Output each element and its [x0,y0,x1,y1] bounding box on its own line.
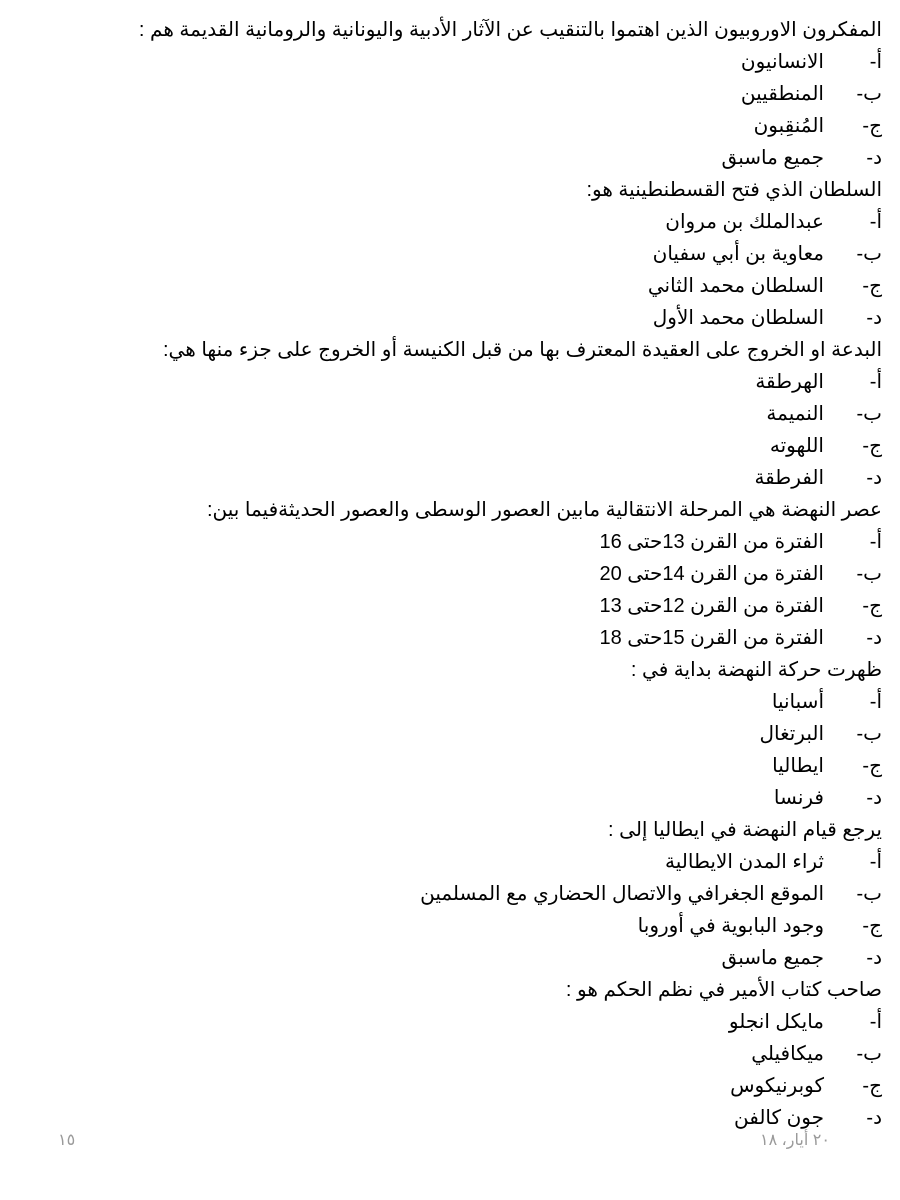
option-text: جون كالفن [734,1107,824,1129]
answer-option [22,366,882,398]
option-text: اللهوته [769,435,824,457]
option-text: الموقع الجغرافي والاتصال الحضاري مع المسلمين [420,883,824,905]
question-block [22,974,882,1134]
answer-option [22,142,882,174]
answer-option [22,1038,882,1070]
answer-option [22,782,882,814]
answer-option [22,846,882,878]
option-letter: ب- [856,563,882,585]
option-text: النميمة [766,403,824,425]
question-text: السلطان الذي فتح القسطنطينية هو: [586,179,882,201]
option-text: المُنقِبون [753,115,824,137]
option-letter: د- [866,1107,882,1129]
answer-option [22,398,882,430]
footer-date: ٢٠ أيار، ١٨ [760,1132,830,1149]
answer-option [22,686,882,718]
question-text: يرجع قيام النهضة في ايطاليا إلى : [608,819,882,841]
question-block [22,14,882,174]
option-text: ايطاليا [772,755,824,777]
option-text: الفترة من القرن 15حتى 18 [599,627,824,649]
option-text: الهرطقة [755,371,824,393]
question-text: عصر النهضة هي المرحلة الانتقالية مابين العصور الوسطى والعصور الحديثةفيما بين: [206,499,882,521]
question-block [22,334,882,494]
question-text: البدعة او الخروج على العقيدة المعترف بها من قبل الكنيسة أو الخروج على جزء منها هي: [162,339,882,361]
footer-page-number: ١٥ [58,1132,76,1149]
option-letter: د- [866,147,882,169]
answer-option [22,46,882,78]
option-text: الفترة من القرن 13حتى 16 [599,531,824,553]
option-text: المنطقيين [740,83,824,105]
question-text: المفكرون الاوروبيون الذين اهتموا بالتنقيب عن الآثار الأدبية واليونانية والرومانية القديمة هم : [138,19,882,41]
answer-option [22,206,882,238]
answer-option [22,462,882,494]
option-text: السلطان محمد الثاني [647,275,824,297]
option-letter: ب- [856,403,882,425]
option-letter: د- [866,627,882,649]
option-text: جميع ماسبق [721,147,824,169]
question-text: ظهرت حركة النهضة بداية في : [630,659,882,681]
answer-option [22,558,882,590]
option-letter: أ- [869,51,882,73]
option-letter: أ- [869,211,882,233]
option-text: ثراء المدن الايطالية [665,851,824,873]
option-letter: ب- [856,83,882,105]
option-letter: أ- [869,531,882,553]
answer-option [22,302,882,334]
question-block [22,654,882,814]
option-text: وجود البابوية في أوروبا [637,915,824,937]
option-letter: أ- [869,371,882,393]
question-block [22,494,882,654]
option-text: الفترة من القرن 12حتى 13 [599,595,824,617]
answer-option [22,590,882,622]
option-letter: ج- [862,115,882,137]
option-letter: ب- [856,243,882,265]
option-text: عبدالملك بن مروان [665,211,824,233]
option-letter: ب- [856,1043,882,1065]
option-text: معاوية بن أبي سفيان [652,243,824,265]
option-letter: د- [866,947,882,969]
question-list [22,14,882,1134]
answer-option [22,1102,882,1134]
option-letter: ج- [862,915,882,937]
question-text: صاحب كتاب الأمير في نظم الحكم هو : [565,979,882,1001]
answer-option [22,718,882,750]
option-text: الفترة من القرن 14حتى 20 [599,563,824,585]
answer-option [22,238,882,270]
answer-option [22,78,882,110]
answer-option [22,942,882,974]
answer-option [22,878,882,910]
option-text: الفرطقة [754,467,824,489]
question-block [22,174,882,334]
answer-option [22,1006,882,1038]
option-text: البرتغال [759,723,824,745]
answer-option [22,1070,882,1102]
option-text: الانسانيون [740,51,824,73]
answer-option [22,430,882,462]
option-text: ميكافيلي [751,1043,824,1065]
answer-option [22,270,882,302]
option-text: أسبانيا [771,691,824,713]
option-text: جميع ماسبق [721,947,824,969]
option-letter: ب- [856,883,882,905]
option-letter: د- [866,307,882,329]
answer-option [22,110,882,142]
answer-option [22,622,882,654]
option-text: السلطان محمد الأول [652,307,824,329]
option-letter: د- [866,787,882,809]
option-letter: ج- [862,435,882,457]
option-letter: ب- [856,723,882,745]
option-letter: أ- [869,691,882,713]
question-block [22,814,882,974]
option-letter: ج- [862,1075,882,1097]
answer-option [22,526,882,558]
option-letter: ج- [862,595,882,617]
answer-option [22,910,882,942]
option-letter: ج- [862,275,882,297]
option-letter: د- [866,467,882,489]
option-letter: أ- [869,851,882,873]
option-letter: ج- [862,755,882,777]
option-text: كوبرنيكوس [730,1075,824,1097]
option-letter: أ- [869,1011,882,1033]
option-text: مايكل انجلو [728,1011,824,1033]
option-text: فرنسا [773,787,824,809]
answer-option [22,750,882,782]
